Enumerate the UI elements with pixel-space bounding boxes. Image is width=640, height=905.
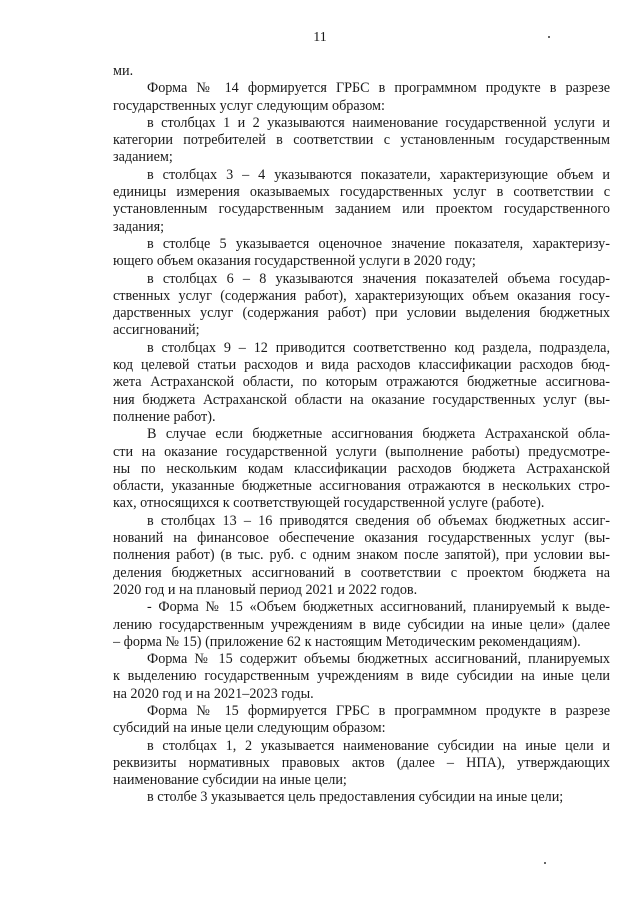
text-line: деления бюджетных ассигнований в соответствии с проектом бюджета на [113, 564, 610, 581]
text-line: ми. [113, 63, 134, 79]
text-line: задания; [113, 218, 165, 235]
text-line: в столбцах 6 – 8 указываются значения показателей объема государ- [147, 270, 610, 287]
text-line: субсидий на иные цели следующим образом: [113, 720, 386, 737]
scan-speck [548, 36, 550, 38]
text-line: ющего объем оказания государственной услуги в 2020 году; [113, 253, 476, 270]
text-line: ния бюджета Астраханской области на оказание государственных услуг (вы- [113, 391, 610, 408]
text-line: ны по нескольким кодам классификации расходов бюджета Астраханской [113, 460, 610, 477]
text-line: жета Астраханской области, по которым отражаются бюджетные ассигнова- [113, 374, 610, 391]
text-line: 2020 год и на плановый период 2021 и 2022 годов. [113, 581, 418, 598]
body-text [113, 63, 610, 807]
page-number: 11 [313, 30, 327, 45]
text-line: сти на оказание государственной услуги (выполнение работы) предусмотре- [113, 443, 610, 460]
text-line: - Форма № 15 «Объем бюджетных ассигнований, планируемый к выде- [147, 599, 610, 616]
text-line: Форма № 15 содержит объемы бюджетных ассигнований, планируемых [147, 651, 610, 668]
text-line: в столбе 3 указывается цель предоставления субсидии на иные цели; [147, 789, 564, 806]
text-line: Форма № 15 формируется ГРБС в программном продукте в разрезе [147, 702, 610, 719]
text-line: в столбцах 13 – 16 приводятся сведения об объемах бюджетных ассиг- [147, 512, 610, 529]
text-line: полнение работ). [113, 408, 216, 425]
text-line: установленным государственным заданием или проектом государственного [113, 201, 610, 218]
text-line: в столбцах 1, 2 указывается наименование субсидии на иные цели и [147, 737, 610, 754]
text-line: наименование субсидии на иные цели; [113, 772, 347, 789]
text-line: в столбцах 9 – 12 приводится соответственно код раздела, подраздела, [147, 339, 610, 356]
text-line: государственных услуг следующим образом: [113, 97, 385, 114]
text-line: к выделению государственным учреждениям в виде субсидии на иные цели [113, 668, 610, 685]
text-line: категории потребителей в соответствии с установленным государственным [113, 132, 610, 149]
text-line: заданием; [113, 149, 173, 166]
scan-speck [544, 862, 546, 864]
text-line: ассигнований; [113, 322, 200, 339]
text-line: лению государственным учреждениям в виде субсидии на иные цели» (далее [113, 616, 610, 633]
text-line: полнения работ) (в тыс. руб. с одним знаком после запятой), при условии вы- [113, 547, 610, 564]
text-line: Форма № 14 формируется ГРБС в программном продукте в разрезе [147, 80, 610, 97]
text-line: реквизиты нормативных правовых актов (далее – НПА), утверждающих [113, 754, 610, 771]
text-line: на 2020 год и на 2021–2023 годы. [113, 685, 314, 702]
text-line: в столбце 5 указывается оценочное значение показателя, характеризу- [147, 235, 610, 252]
text-line: В случае если бюджетные ассигнования бюджета Астраханской обла- [147, 426, 610, 443]
text-line: дарственных услуг (содержания работ) при условии выделения бюджетных [113, 305, 610, 322]
text-line: в столбцах 3 – 4 указываются показатели, характеризующие объем и [147, 166, 610, 183]
text-line: ственных услуг (содержания работ), характеризующих объем оказания госу- [113, 287, 610, 304]
text-line: – форма № 15) (приложение 62 к настоящим Методическим рекомендациям). [113, 633, 581, 650]
text-line: ках, относящихся к соответствующей государственной услуге (работе). [113, 495, 545, 512]
text-line: единицы измерения оказываемых государственных услуг в соответствии с [113, 184, 610, 201]
text-line: в столбцах 1 и 2 указываются наименование государственной услуги и [147, 114, 610, 131]
text-line: код целевой статьи расходов и вида расходов классификации расходов бюд- [113, 357, 610, 374]
text-line: области, указанные бюджетные ассигнования отражаются в нескольких стро- [113, 478, 610, 495]
text-line: нований на финансовое обеспечение оказания государственных услуг (вы- [113, 530, 610, 547]
